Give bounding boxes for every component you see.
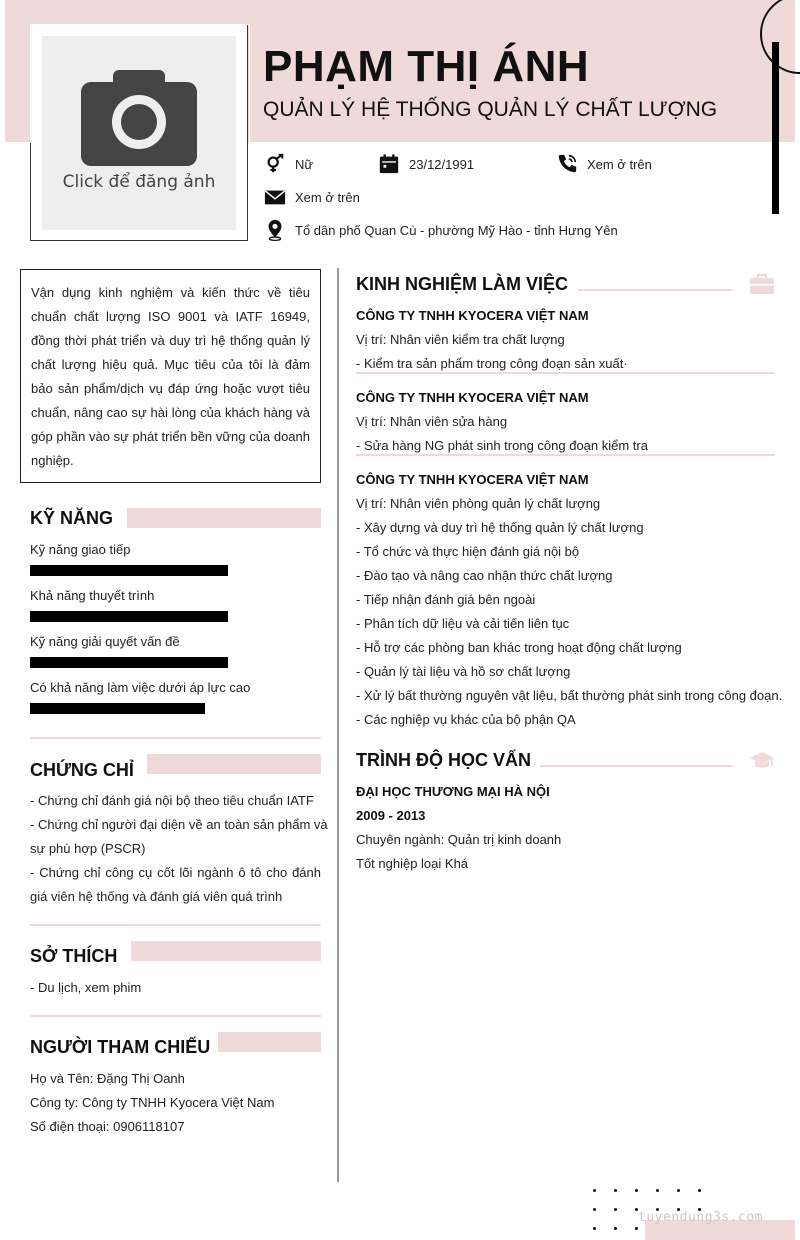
candidate-name: PHẠM THỊ ÁNH [263,42,590,91]
decorative-dot [635,1189,638,1192]
education-grade: Tốt nghiệp loại Khá [356,856,469,871]
decorative-dot [593,1189,596,1192]
experience-duty: - Tiếp nhận đánh giá bên ngoài [356,592,536,607]
experience-duty: - Đào tạo và nâng cao nhận thức chất lượng [356,568,613,583]
experience-duty: - Sửa hàng NG phát sinh trong công đoạn kiểm tra [356,438,648,453]
graduation-cap-icon [749,749,775,773]
references-title: NGƯỜI THAM CHIẾU [30,1037,211,1057]
experience-duty: - Kiểm tra sản phẩm trong công đoạn sản xuất· [356,356,628,371]
experience-duty: - Tổ chức và thực hiện đánh giá nội bộ [356,544,580,559]
hobbies-title-bar [131,941,321,961]
info-address [264,219,618,241]
experience-title: KINH NGHIỆM LÀM VIỆC [356,274,569,294]
experience-duty: - Quản lý tài liệu và hồ sơ chất lượng [356,664,571,679]
skill-name: Kỹ năng giao tiếp [30,542,131,557]
watermark: tuyendung3s.com [638,1210,763,1225]
divider [30,737,321,739]
photo-upload-label[interactable]: Click để đăng ảnh [62,172,216,192]
education-years: 2009 - 2013 [356,808,426,823]
education-title: TRÌNH ĐỘ HỌC VẤN [356,750,531,770]
certificate-line: - Chứng chỉ công cụ cốt lõi ngành ô tô cho đánh [30,865,321,880]
info-email [264,186,360,208]
experience-divider [356,372,775,374]
education-school: ĐẠI HỌC THƯƠNG MẠI HÀ NỘI [356,784,550,799]
career-summary-box [20,269,321,483]
birthdate-value: 23/12/1991 [409,156,475,172]
location-pin-icon [264,219,286,241]
gender-value: Nữ [295,156,314,172]
briefcase-icon [749,272,775,296]
experience-duty: - Xây dựng và duy trì hệ thống quản lý chất lượng [356,520,644,535]
education-major: Chuyên ngành: Quản trị kinh doanh [356,832,562,847]
skills-title: KỸ NĂNG [30,508,114,528]
gender-icon [264,153,286,175]
phone-value: Xem ở trên [587,156,652,172]
skill-name: Khả năng thuyết trình [30,588,155,603]
experience-company: CÔNG TY TNHH KYOCERA VIỆT NAM [356,390,589,405]
experience-duty: - Các nghiệp vụ khác của bộ phận QA [356,712,576,727]
column-divider [337,268,339,1182]
divider [30,1015,321,1017]
experience-duty: - Xử lý bất thường nguyên vật liệu, bất thường phát sinh trong công đoạn. [356,688,783,703]
career-summary-text: Vận dụng kinh nghiệm và kiến thức về tiêu chuẩn chất lượng ISO 9001 và IATF 16949, đồng thời phát triển và duy trì hệ thống quản lý chất lượng hiệu quả. Mục tiêu của tôi là đảm bảo sản phẩm/dịch vụ đáp ứng hoặc vượt tiêu chuẩn, nâng cao sự hài lòng của khách hàng và góp phần vào sự phát triển bền vững của doanh nghiệp. [31,285,310,468]
certificate-line: - Chứng chỉ người đại diện về an toàn sản phẩm và [30,817,328,832]
envelope-icon [264,186,286,208]
info-birthdate [378,153,474,175]
skill-level-bar [30,565,228,576]
reference-name: Họ và Tên: Đặng Thị Oanh [30,1071,185,1086]
experience-company: CÔNG TY TNHH KYOCERA VIỆT NAM [356,472,589,487]
photo-placeholder[interactable] [42,36,236,230]
experience-title-line [578,289,733,291]
certificates-title-bar [147,754,321,774]
hobbies-text: - Du lịch, xem phim [30,980,142,995]
decorative-dot [614,1189,617,1192]
decorative-dot [593,1208,596,1211]
experience-position: Vị trí: Nhân viên sửa hàng [356,414,508,429]
decorative-dot [593,1227,596,1230]
education-title-line [540,765,733,767]
divider [30,924,321,926]
certificates-title: CHỨNG CHỈ [30,760,134,780]
decorative-dot [614,1227,617,1230]
job-title: QUẢN LÝ HỆ THỐNG QUẢN LÝ CHẤT LƯỢNG [263,98,718,121]
experience-duty: - Hỗ trợ các phòng ban khác trong hoạt động chất lượng [356,640,682,655]
reference-company: Công ty: Công ty TNHH Kyocera Việt Nam [30,1095,275,1110]
info-gender [264,153,313,175]
reference-phone: Số điện thoại: 0906118107 [30,1119,185,1134]
skills-title-bar [127,508,321,528]
skill-name: Kỹ năng giải quyết vấn đề [30,634,180,649]
email-value: Xem ở trên [295,189,360,205]
photo-upload-frame[interactable] [30,24,248,241]
certificate-line: - Chứng chỉ đánh giá nội bộ theo tiêu chuẩn IATF [30,793,314,808]
hobbies-title: SỞ THÍCH [30,946,118,966]
skill-level-bar [30,703,205,714]
skill-level-bar [30,657,228,668]
info-phone [556,153,652,175]
experience-divider [356,454,775,456]
phone-icon [556,153,578,175]
decorative-dot [614,1208,617,1211]
references-title-bar [218,1032,321,1052]
experience-position: Vị trí: Nhân viên kiểm tra chất lượng [356,332,565,347]
skill-level-bar [30,611,228,622]
calendar-icon [378,153,400,175]
experience-position: Vị trí: Nhân viên phòng quản lý chất lượng [356,496,601,511]
experience-company: CÔNG TY TNHH KYOCERA VIỆT NAM [356,308,589,323]
camera-icon [81,66,197,166]
certificate-line: giá viên hệ thống và đánh giá viên quá trình [30,889,283,904]
certificate-line: sự phù hợp (PSCR) [30,841,146,856]
address-value: Tổ dân phố Quan Cù - phường Mỹ Hào - tỉnh Hưng Yên [295,222,618,238]
decorative-dot [635,1227,638,1230]
decorative-dot [698,1189,701,1192]
skill-name: Có khả năng làm việc dưới áp lực cao [30,680,251,695]
experience-duty: - Phân tích dữ liệu và cải tiến liên tục [356,616,570,631]
decorative-bar [772,42,779,214]
decorative-dot [677,1189,680,1192]
decorative-dot [656,1189,659,1192]
